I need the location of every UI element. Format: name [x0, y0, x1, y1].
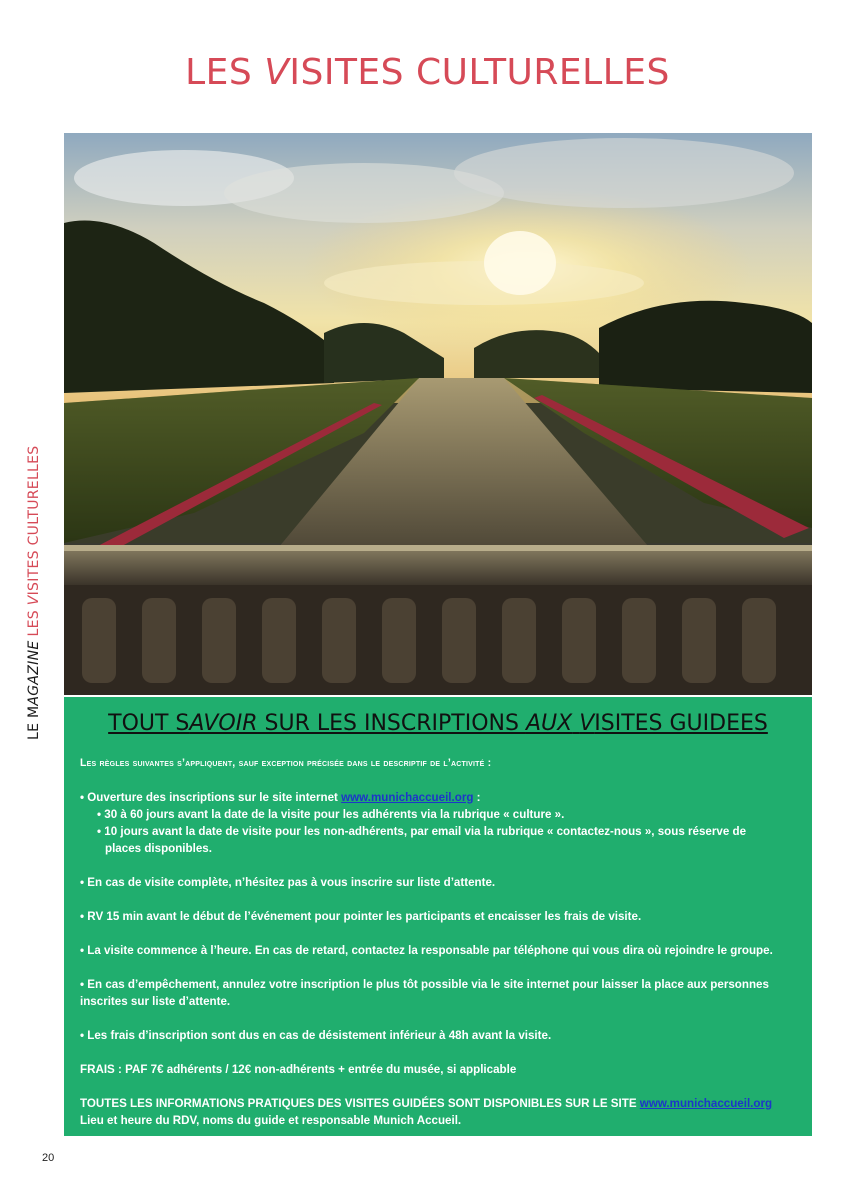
rule-sub-nonmembers: • 10 jours avant la date de visite pour les non-adhérents, par email via la rubrique « contactez-nous », sous réserve de — [97, 825, 747, 838]
rule-sub-members: • 30 à 60 jours avant la date de la visite pour les adhérents via la rubrique « culture ». — [97, 808, 565, 821]
rule-text: : — [473, 791, 481, 804]
title-part: ISITES CULTURELLES — [289, 52, 670, 93]
info-box-heading — [64, 711, 812, 736]
section-part: LES — [26, 605, 42, 637]
page-title — [0, 52, 855, 93]
section-part: ISITES CULTURELLES — [26, 445, 42, 596]
practical-info-line2: Lieu et heure du RDV, noms du guide et responsable Munich Accueil. — [80, 1114, 462, 1127]
rule-meeting-time: • RV 15 min avant le début de l’événement pour pointer les participants et encaisser les frais de visite. — [80, 910, 642, 923]
rule-sub-nonmembers-cont: places disponibles. — [105, 842, 212, 855]
rules-intro: Les règles suivantes s’appliquent, sauf exception précisée dans le descriptif de l’activité : — [80, 757, 492, 769]
title-italic-letter: V — [264, 52, 290, 93]
magazine-label — [26, 640, 42, 740]
rule-fees: • Les frais d’inscription sont dus en cas de désistement inférieur à 48h avant la visite. — [80, 1029, 552, 1042]
rule-start-time: • La visite commence à l’heure. En cas de retard, contactez la responsable par téléphone qui vous dira où rejoindre le groupe. — [80, 944, 773, 957]
magazine-italic: AGAZINE — [26, 640, 42, 706]
website-link[interactable]: www.munichaccueil.org — [341, 791, 474, 804]
registration-info-box — [64, 697, 812, 1136]
magazine-part: LE M — [26, 705, 42, 740]
rule-waiting-list: • En cas de visite complète, n’hésitez pas à vous inscrire sur liste d’attente. — [80, 876, 496, 889]
park-sunset-photo — [64, 133, 812, 695]
heading-part: SUR LES INSCRIPTIONS — [257, 711, 526, 736]
page-number: 20 — [42, 1152, 55, 1164]
practical-info — [80, 1095, 800, 1112]
section-label — [26, 446, 42, 637]
info-text: TOUTES LES INFORMATIONS PRATIQUES DES VISITES GUIDÉES SONT DISPONIBLES SUR LE SITE — [80, 1097, 640, 1110]
heading-part: AUX — [525, 711, 573, 736]
section-italic: V — [26, 595, 42, 606]
heading-part: AVOIR — [189, 711, 258, 736]
side-running-header — [26, 446, 42, 741]
rule-text: • Ouverture des inscriptions sur le site internet — [80, 791, 342, 804]
price-info: FRAIS : PAF 7€ adhérents / 12€ non-adhérents + entrée du musée, si applicable — [80, 1063, 517, 1076]
rule-cancellation: • En cas d’empêchement, annulez votre inscription le plus tôt possible via le site internet pour laisser la place aux personnes inscrites sur liste d’attente. — [80, 978, 769, 1008]
title-part: LES — [185, 52, 265, 93]
heading-part: TOUT S — [108, 711, 190, 736]
heading-part: V — [579, 711, 595, 736]
rule-opening — [80, 789, 800, 806]
heading-part: ISITES GUIDEES — [594, 711, 768, 736]
info-box-content — [80, 755, 800, 1129]
website-link-2[interactable]: www.munichaccueil.org — [639, 1097, 773, 1110]
